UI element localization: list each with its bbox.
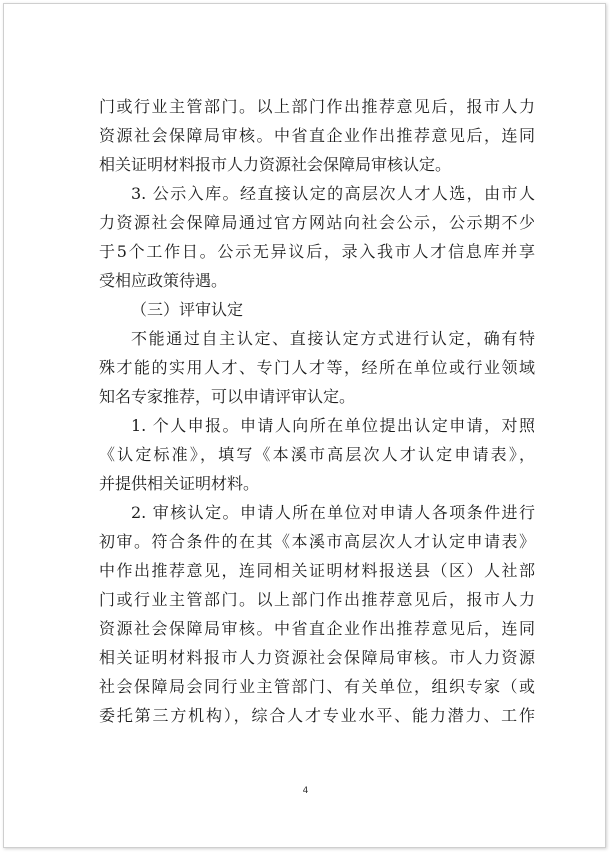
text-line: 3. 公示入库。经直接认定的高层次人才人选，由市人 (131, 184, 535, 203)
page-number: 4 (302, 786, 309, 796)
text-line: 于5个工作日。公示无异议后，录入我市人才信息库并享 (99, 242, 535, 261)
text-line: 相关证明材料报市人力资源社会保障局审核。市人力资源 (99, 648, 535, 667)
text-line: 力资源社会保障局通过官方网站向社会公示，公示期不少 (99, 213, 535, 232)
document-page (3, 3, 606, 848)
text-line: 初审。符合条件的在其《本溪市高层次人才认定申请表》 (99, 532, 535, 551)
text-line: 2. 审核认定。申请人所在单位对申请人各项条件进行 (131, 503, 535, 522)
text-line: 中作出推荐意见，连同相关证明材料报送县（区）人社部 (99, 561, 535, 580)
text-line: （三）评审认定 (131, 300, 244, 319)
text-line: 门或行业主管部门。以上部门作出推荐意见后，报市人力 (99, 590, 535, 609)
text-line: 受相应政策待遇。 (99, 271, 228, 290)
text-line: 门或行业主管部门。以上部门作出推荐意见后，报市人力 (99, 97, 535, 116)
text-line: 《认定标准》，填写《本溪市高层次人才认定申请表》， (99, 445, 535, 464)
text-line: 殊才能的实用人才、专门人才等，经所在单位或行业领域 (99, 358, 535, 377)
text-line: 不能通过自主认定、直接认定方式进行认定，确有特 (131, 329, 535, 348)
body-text (99, 92, 535, 730)
text-line: 知名专家推荐，可以申请评审认定。 (99, 387, 356, 406)
text-line: 资源社会保障局审核。中省直企业作出推荐意见后，连同 (99, 126, 535, 145)
text-line: 1. 个人申报。申请人向所在单位提出认定申请，对照 (131, 416, 535, 435)
text-line: 并提供相关证明材料。 (99, 474, 260, 493)
text-line: 委托第三方机构），综合人才专业水平、能力潜力、工作 (99, 706, 535, 725)
text-line: 相关证明材料报市人力资源社会保障局审核认定。 (99, 155, 452, 174)
text-line: 资源社会保障局审核。中省直企业作出推荐意见后，连同 (99, 619, 535, 638)
text-line: 社会保障局会同行业主管部门、有关单位，组织专家（或 (99, 677, 535, 696)
